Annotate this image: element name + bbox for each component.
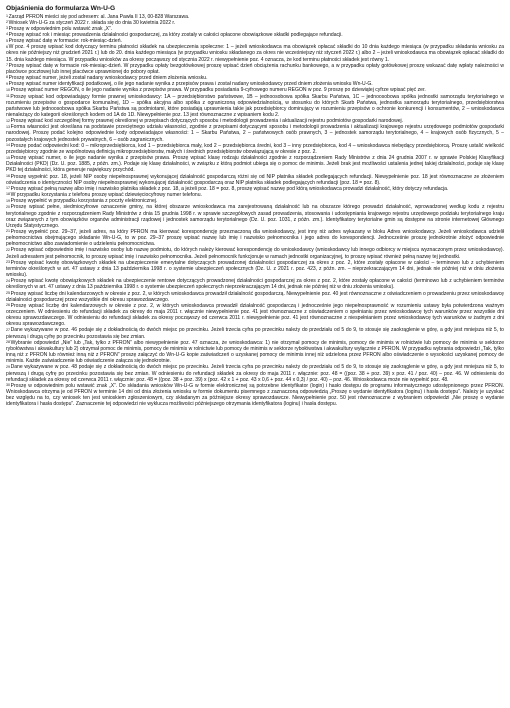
- footnote-number: 27: [6, 327, 10, 332]
- document-title: Objaśnienia do formularza Wn-U-G: [6, 5, 116, 12]
- footnote-11: [6, 94, 504, 119]
- footnote-number: 19: [6, 198, 10, 203]
- footnote-number: 7: [6, 63, 8, 68]
- footnote-7: [6, 63, 504, 75]
- footnote-number: 21: [6, 229, 10, 234]
- footnote-number: 3: [6, 26, 8, 31]
- footnote-text: Proszę wpisać rok i miesiąc prowadzenia działalności gospodarczej, za który zostały w całości opłacone obowiązkowe składki podlegające refundacji.: [8, 31, 343, 38]
- footnote-number: 17: [6, 186, 10, 191]
- footnote-text: Wybranie odpowiedzi „Nie” lub „Tak, tylko z PFRON” albo niewypełnienie poz. 47 oznacza, że wnioskodawca: 1) nie otrzymał pomocy de minimis, pomocy de minimis w rolnictwie lub pomocy de minimis w sektorze rybołówstwa i akwakultury lub 2) otrzymał pomoc de minimis, pomocy de minimis w rolnictwie lub pomocy de minimis w sektorze rybołówstwa i akwakultury wyłącznie z PFRON. W przypadku wybrania odpowiedzi „Tak, tylko inną niż z PFRON lub również inną niż z PFRON” proszę załączyć do Wn-U-G kopie zaświadczeń o uzyskanej pomocy de minimis innej niż udzielona przez PFRON albo oświadczenie o wysokości uzyskanej pomocy de minimis. Każde zaświadczenie lub oświadczenie załącza się jednokrotnie.: [6, 339, 504, 365]
- footnote-text: Proszę wpisać datę w formacie rok-miesiąc-dzień. W przypadku opłaty bezgotówkowej proszę wpisać dzień obciążenia rachunku bankowego, a w przypadku opłaty gotówkowej proszę wskazać datę wpłaty należności w placówce pocztowej lub innej placówce uprawnionej do pobory opłat.: [6, 62, 504, 75]
- footnote-number: 1: [6, 13, 8, 18]
- footnote-text: Forma własności jest określana na podstawie przeciętnego udziału własności, zgodnie z przepisami dotyczącymi sposobu i metodologii prowadzenia i aktualizacji krajowego rejestru urzędowego podmiotów gospodarki narodowej. Proszę podać kolejno odpowiednie kody odpowiadające własności: 1 – Skarbu Państwa, 2 – państwowych osób prawnych, 3 – jednostek samorządu terytorialnego, 4 – krajowych osób fizycznych, 5 – pozostałych krajowych jednostek prywatnych, 6 – osób zagranicznych.: [6, 124, 504, 143]
- footnote-text: Proszę wypełnić w przypadku korzystania z poczty elektronicznej.: [10, 198, 158, 205]
- footnote-text: Zarząd PFRON mieści się pod adresem: al. Jana Pawła II 13, 00-828 Warszawa.: [8, 13, 190, 20]
- footnote-29: [6, 364, 504, 382]
- footnote-text: Dane wykazywane w poz. 46 podaje się z dokładnością do dwóch miejsc po przecinku. Jeżeli trzecia cyfra po przecinku należy do przedziału od 5 do 9, to stosuje się zaokrąglenie w górę, a gdy jest mniejsza niż 5, to pierwszą i drugą cyfrę po przecinku pozostawia się bez zmian.: [6, 327, 504, 340]
- footnote-number: 2: [6, 20, 8, 25]
- footnote-text: Proszę wpisać numer identyfikacji podatkowej, o ile jego nadanie wynika z przepisów prawa i został nadany wnioskodawcy przed dniem złożenia wniosku Wn-U-G.: [8, 81, 373, 88]
- footnote-text: Proszę wpisać kwotę obowiązkowych składek na ubezpieczenie emerytalne dotyczących prowadzonej działalności gospodarczej za okres z poz. 2, które zostały opłacone w całości – terminowo lub z uchybieniem terminów określonych w art. 47 ustawy z dnia 13 października 1998 r. o systemie ubezpieczeń społecznych (Dz. U. z 2021 r. poz. 423, z późn. zm. – nieprzekraczającym 14 dni, jednak nie później niż w dniu złożenia wniosku).: [6, 259, 504, 279]
- footnote-text: Proszę wpisać liczbę dni kalendarzowych w okresie z poz. 2, w których wnioskodawca prowadził działalność gospodarczą i jednocześnie jego niepełnosprawność w rozumieniu ustawy była potwierdzona ważnym orzeczeniem. W odniesieniu do refundacji składek za okresy do maja 2011 r. włącznie niewypełnienie poz. 41 jest równoznaczne z oświadczeniem o spełnianiu przez wnioskodawcę tych warunków przez wszystkie dni okresu sprawozdawczego. W odniesieniu do refundacji składek za okresy począwszy od czerwca 2011 r. niewypełnienie poz. 41 jest równoznaczne z niespełnianiem przez wnioskodawcę tych warunków w żadnym z dni okresu sprawozdawczego.: [6, 302, 504, 328]
- footnote-14: [6, 143, 504, 155]
- footnote-text: W poz. 4 proszę wpisać kod dotyczący terminu płatności składek na ubezpieczenia społeczne: 1 – jeżeli wnioskodawca ma obowiązek opłacać składki do 10 dnia każdego miesiąca (w przypadku składania wniosku za okres nie późniejszy niż grudzień 2021 r.) lub do 20. dnia każdego miesiąca (w przypadku wniosku składanego za okres nie wcześniejszy niż styczeń 2022 r.) albo 2 – jeżeli wnioskodawca ma obowiązek opłacać składki do 15. dnia każdego miesiąca. W przypadku wniosków za okresy począwszy od stycznia 2022 r. niewypełnienie poz. 4 oznacza, że kod terminu płatności składek jest równy 1.: [6, 44, 504, 63]
- footnote-text: Proszę w odpowiednim polu wstawić znak „X”.: [8, 25, 113, 32]
- footnote-number: 4: [6, 32, 8, 37]
- footnote-text: Dane wykazywane w poz. 48 podaje się z dokładnością do dwóch miejsc po przecinku. Jeżeli trzecia cyfra po przecinku należy do przedziału od 5 do 9, to stosuje się zaokrąglenie w górę, a gdy jest mniejsza niż 5, to pierwszą i drugą cyfrę po przecinku pozostawia się bez zmian. W odniesieniu do refundacji składek za okresy do maja 2011 r. włącznie: poz. 48 = ((poz. 38 + poz. 39) x poz. 41 / poz. 40) – poz. 46. W odniesieniu do refundacji składek za okresy od czerwca 2011 r. włącznie: poz. 48 = ((poz. 38 + poz. 39) x (poz. 42 x 1 + poz. 43 x 0,6 + poz. 44 x 0,3) / poz. 40) – poz. 46. Wnioskodawca może nie wypełnić poz. 48.: [6, 364, 504, 383]
- footnote-number: 29: [6, 364, 10, 369]
- footnote-number: 22: [6, 247, 10, 252]
- footnote-30: [6, 383, 504, 408]
- footnote-16: [6, 174, 504, 186]
- footnote-15: [6, 155, 504, 173]
- footnote-number: 14: [6, 143, 10, 148]
- footnote-text: Proszę wpisać liczbę dni kalendarzowych w okresie z poz. 2, w których wnioskodawca prowadził działalność gospodarczą. Niewypełnienie poz. 40 jest równoznaczne z oświadczeniem o prowadzeniu przez wnioskodawcę działalności gospodarczej przez wszystkie dni okresu sprawozdawczego.: [6, 290, 504, 303]
- footnote-26: [6, 303, 504, 328]
- footnote-text: Proszę wpisać kwotę obowiązkowych składek na ubezpieczenie rentowe dotyczących prowadzonej działalności gospodarczej za okres z poz. 2, które zostały opłacone w całości (terminowo lub z uchybieniem terminów określonych w art. 47 ustawy z dnia 13 października 1998 r. o systemie ubezpieczeń społecznych nieprzekraczającym 14 dni, jednak nie później niż w dniu złożenia wniosku).: [6, 278, 504, 291]
- footnote-text: Proszę wpisać kod szczególnej formy prawnej określonej w przepisach dotyczących sposobu i metodologii prowadzenia i aktualizacji rejestru podmiotów gospodarki narodowej.: [10, 118, 404, 125]
- footnote-number: 25: [6, 290, 10, 295]
- footnote-text: Proszę w odpowiednim polu wstawić znak „X”. Do składania wniosków Wn-U-G w formie elektronicznej są potrzebne identyfikator (login) i hasło dostępu do programu informatycznego udostępnionego przez PFRON. Wnioskodawca otrzyma je od PFRON w terminie 14 dni od dnia złożenia wniosku w formie dokumentu pisemnego z zaznaczoną odpowiedzią „Proszę o wydanie identyfikatora (loginu) i hasła dostępu”. Należy je uzyskać bez względu na to, czy wniosek ten jest wnioskiem zgłoszeniowym, czy składanym za późniejsze okresy sprawozdawcze. Niewypełnienie poz. 50 jest równoznaczne z wybraniem odpowiedzi „Nie proszę o wydanie identyfikatora i hasła dostępu”. Zaznaczenie tej odpowiedzi nie wyklucza możliwości późniejszego otrzymania identyfikatora (loginu) i hasła dostępu.: [6, 382, 504, 408]
- footnote-text: Proszę wpisać pełną nazwę albo imię i nazwisko płatnika składek z poz. 18, a jeżeli poz. 18 = poz. 8, proszę wpisać nazwę pod którą wnioskodawca prowadzi działalność, który dotyczy refundacja.: [10, 185, 449, 192]
- footnote-number: 12: [6, 118, 10, 123]
- footnote-number: 6: [6, 44, 8, 49]
- footnote-number: 24: [6, 278, 10, 283]
- footnote-20: [6, 204, 504, 229]
- footnote-27: [6, 327, 504, 339]
- footnote-number: 8: [6, 75, 8, 80]
- footnote-number: 16: [6, 173, 10, 178]
- footnote-text: Proszę podać odpowiedni kod: 0 – mikroprzedsiębiorca, kod 1 – przedsiębiorca mały, kod 2 – przedsiębiorca średni, kod 3 – inny przedsiębiorca, kod 4 – wnioskodawca niebędący przedsiębiorcą. Proszę ustalić wielkość przedsiębiorcy zgodnie ze wspólnotową definicją mikroprzedsiębiorstw, małych i średnich przedsiębiorstw obowiązującą w okresie z poz. 2.: [6, 142, 504, 155]
- footnote-22: [6, 247, 504, 259]
- footnote-28: [6, 340, 504, 365]
- footnote-24: [6, 278, 504, 290]
- footnote-text: Proszę wpisać numer REGON, o ile jego nadanie wynika z przepisów prawa. W przypadku posiadania 9-cyfrowego numeru REGON w poz. 9 proszę po dziewiątej cyfrze wpisać pięć zer.: [10, 87, 426, 94]
- footnote-number: 10: [6, 87, 10, 92]
- footnote-number: 15: [6, 155, 10, 160]
- footnote-number: 30: [6, 383, 10, 388]
- footnote-number: 18: [6, 192, 10, 197]
- footnote-text: Proszę wpisać numer, o ile jego nadanie wynika z przepisów prawa. Proszę wpisać klasę rodzaju działalności zgodnie z rozporządzeniem Rady Ministrów z dnia 24 grudnia 2007 r. w sprawie Polskiej Klasyfikacji Działalności (PKD) (Dz. U. poz. 1885, z późn. zm.). Podaje się klasę działalności, w związku z którą podmiot ubiega się o pomoc de minimis. Jeżeli brak jest możliwości ustalenia jednej takiej działalności, podaje się klasę PKD tej działalności, która generuje największy przychód.: [6, 155, 504, 174]
- footnote-text: Proszę wpisać odpowiednio imię i nazwisko osoby lub nazwę podmiotu, do których należy kierować korespondencję do wnioskodawcy (wnioskodawcy lub innego odbiorcy w miejscu wyznaczonym przez wnioskodawcę). Jeżeli adresatem jest pełnomocnik, to proszę wpisać imię i nazwisko pełnomocnika. Jeżeli pełnomocnik funkcjonuje w ramach jednostki organizacyjnej, to proszę wpisać również pełną nazwę tej jednostki.: [6, 247, 504, 260]
- footnote-text: Proszę wypełnić poz. 18, jeżeli NIP osoby niepełnosprawnej wykonującej działalność gospodarczą różni się od NIP płatnika składek podlegających refundacji. Niewypełnienie poz. 18 jest równoznaczne ze złożeniem oświadczenia o identyczności NIP osoby niepełnosprawnej wykonującej działalność gospodarczą oraz NIP płatnika składek podlegających refundacji (poz. 18 = poz. 8).: [6, 173, 504, 186]
- footnote-text: Proszę wpisać pełne, siedmiocyfrowe oznaczenie gminy, na której obszarze wnioskodawca ma zarejestrowaną działalność lub na obszarze którego prowadzi działalność, wprowadzonej według kodu z rejestru terytorialnego zgodnie z rozporządzeniem Rady Ministrów z dnia 15 grudnia 1998 r. w sprawie szczegółowych zasad prowadzenia, stosowania i udostępniania krajowego rejestru urzędowego podziału terytorialnego kraju oraz związanych z tym obowiązków organów administracji rządowej i jednostek samorządu terytorialnego (Dz. U. poz. 1031, z późn. zm.). Identyfikatory terytorialne gmin są dostępne na stronie internetowej Głównego Urzędu Statystycznego.: [6, 204, 504, 229]
- footnote-text: W przypadku korzystania z telefonu proszę wpisać dziewięciocyfrowy numer telefonu.: [10, 192, 202, 199]
- footnote-text: Proszę wpisać datę w formacie: rok-miesiąc-dzień.: [8, 38, 122, 45]
- footnote-number: 20: [6, 204, 10, 209]
- footnote-text: Proszę wypełnić poz. 29–37, jeżeli adres, na który PFRON ma kierować korespondencję przeznaczoną dla wnioskodawcy, jest inny niż adres wykazany w bloku Adres wnioskodawcy. Jeżeli wnioskodawca udzielił pełnomocnictwa obejmującego składanie Wn-U-G, to w poz. 29–37 proszę wpisać nazwę lub imię i nazwisko pełnomocnika i jego adres do korespondencji. Jednocześnie proszę jednokrotnie złożyć odpowiednie pełnomocnictwo albo zawiadomienie o udzieleniu pełnomocnictwa.: [6, 228, 504, 248]
- footnotes-list: [6, 14, 504, 408]
- footnote-number: 23: [6, 260, 10, 265]
- footnote-number: 11: [6, 93, 10, 98]
- footnote-text: Proszę wpisać numer, jeżeli został nadany wnioskodawcy przed dniem złożenia wniosku.: [8, 75, 208, 82]
- footnote-23: [6, 260, 504, 278]
- footnote-number: 13: [6, 124, 10, 129]
- footnote-number: 26: [6, 303, 10, 308]
- footnote-13: [6, 124, 504, 142]
- footnote-number: 28: [6, 340, 10, 345]
- footnote-number: 9: [6, 81, 8, 86]
- footnote-number: 5: [6, 38, 8, 43]
- footnote-25: [6, 291, 504, 303]
- footnote-21: [6, 229, 504, 247]
- footnote-text: Proszę wpisać kod odpowiadający formie prawnej wnioskodawcy: 1A – przedsiębiorstwo państwowe, 1B – jednoosobowa spółka Skarbu Państwa, 1C – jednoosobowa spółka jednostki samorządu terytorialnego w rozumieniu przepisów o gospodarce komunalnej, 1D – spółka akcyjna albo spółka z ograniczoną odpowiedzialnością, w stosunku do których Skarb Państwa, jednostka samorządu terytorialnego, przedsiębiorstwa państwowe lub jednoosobowa spółka Skarbu Państwa są podmiotami, które posiadają uprawnienia takie jak przedsiębiorcy dominujący w rozumieniu przepisów o ochronie konkurencji i konsumentów, 2 – wnioskodawca nienależący do kategorii określonych kodem od 1A do 1D. Niewypełnienie poz. 13 jest równoznaczne z wpisaniem kodu 2.: [6, 93, 504, 118]
- footnote-text: Wniosek Wn-U-G za styczeń 2022 r. składa się do dnia 30 kwietnia 2022 r.: [8, 19, 176, 26]
- footnote-6: [6, 44, 504, 62]
